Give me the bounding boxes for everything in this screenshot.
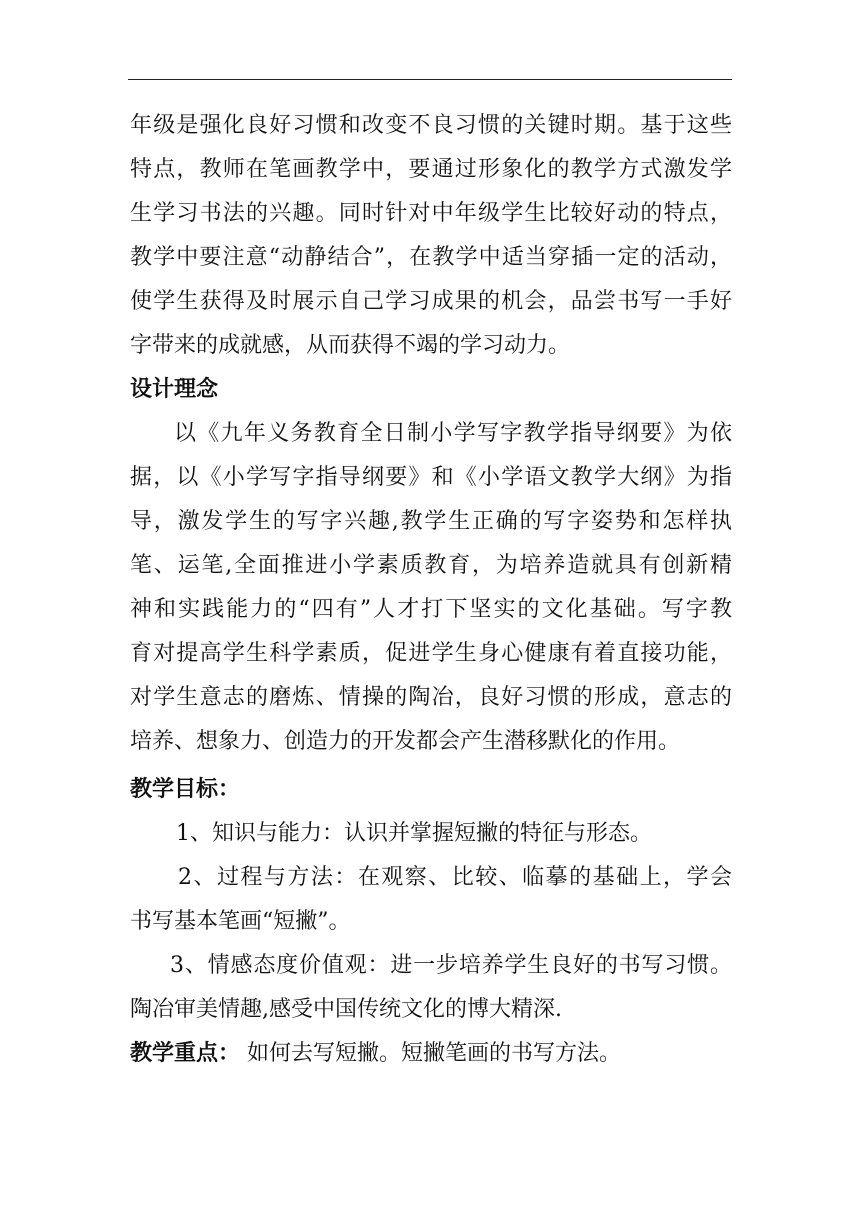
text-line: 教学中要注意“动静结合”，在教学中适当穿插一定的活动， — [130, 245, 732, 270]
objectives-list — [130, 812, 732, 1032]
text-line: 笔、运笔,全面推进小学素质教育，为培养造就具有创新精 — [130, 553, 732, 578]
objective-item-3-line-1: 3、情感态度价值观：进一步培养学生良好的书写习惯。 — [170, 953, 732, 978]
objective-item-2-line-2: 书写基本笔画“短撇”。 — [130, 909, 351, 934]
text-line: 据，以《小学写字指导纲要》和《小学语文教学大纲》为指 — [130, 465, 732, 490]
key-point-heading: 教学重点： — [130, 1041, 241, 1066]
text-line: 年级是强化良好习惯和改变不良习惯的关键时期。基于这些 — [130, 113, 732, 138]
design-concept-paragraph — [130, 412, 732, 764]
intro-paragraph — [130, 104, 732, 368]
text-line: 培养、想象力、创造力的开发都会产生潜移默化的作用。 — [130, 729, 681, 754]
design-concept-heading: 设计理念 — [130, 377, 219, 402]
text-line: 对学生意志的磨炼、情操的陶冶，良好习惯的形成，意志的 — [130, 685, 732, 710]
objective-item-3-line-2: 陶冶审美情趣,感受中国传统文化的博大精深. — [130, 997, 562, 1022]
text-line: 生学习书法的兴趣。同时针对中年级学生比较好动的特点， — [130, 201, 732, 226]
document-body — [130, 104, 732, 1076]
text-line: 字带来的成就感，从而获得不竭的学习动力。 — [130, 333, 571, 358]
header-rule — [128, 79, 732, 80]
objective-item-1: 1、知识与能力：认识并掌握短撇的特征与形态。 — [176, 821, 652, 846]
text-line: 以《九年义务教育全日制小学写字教学指导纲要》为依 — [174, 421, 732, 446]
text-line: 使学生获得及时展示自己学习成果的机会，品尝书写一手好 — [130, 289, 732, 314]
text-line: 特点，教师在笔画教学中，要通过形象化的教学方式激发学 — [130, 157, 732, 182]
objective-item-2-line-1: 2、过程与方法：在观察、比较、临摹的基础上，学会 — [178, 865, 732, 890]
key-point-row — [130, 1032, 732, 1076]
key-point-text: 如何去写短撇。短撇笔画的书写方法。 — [240, 1041, 622, 1066]
text-line: 导，激发学生的写字兴趣,教学生正确的写字姿势和怎样执 — [130, 509, 732, 534]
objectives-heading: 教学目标： — [130, 777, 241, 802]
text-line: 育对提高学生科学素质，促进学生身心健康有着直接功能， — [130, 641, 732, 666]
text-line: 神和实践能力的“四有”人才打下坚实的文化基础。写字教 — [130, 597, 732, 622]
